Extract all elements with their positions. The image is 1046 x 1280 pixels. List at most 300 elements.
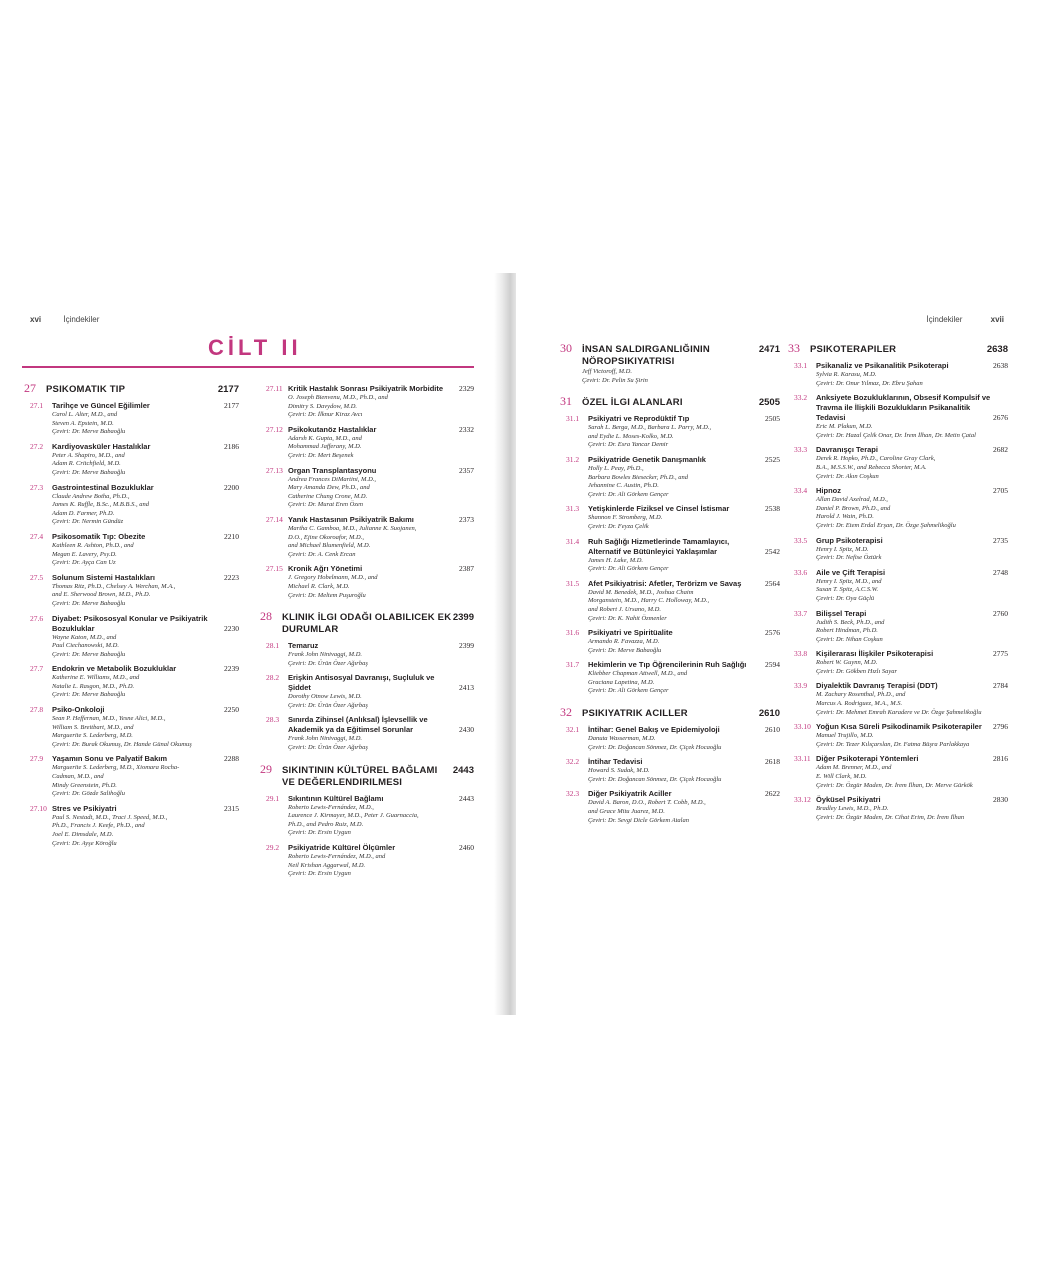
author-line: Catherine Chung Crone, M.D. [288, 492, 368, 500]
author-line: Derek R. Hopko, Ph.D., Caroline Gray Clark, [816, 455, 936, 463]
section-heading [288, 515, 474, 525]
author-line: Joel E. Dimsdale, M.D. [52, 831, 114, 838]
right-page [516, 273, 1026, 1015]
section-entry [24, 401, 239, 437]
section-title: Kardiyovasküler Hastalıklar [52, 441, 151, 451]
section-page: 2816 [993, 754, 1008, 764]
author-line: Marguerite S. Lederberg, M.D. [52, 732, 133, 740]
section-title: Ruh Sağlığı Hizmetlerinde Tamamlayıcı, Alternatif ve Bütünleyici Yaklaşımlar [588, 536, 730, 556]
section-title: Grup Psikoterapisi [816, 535, 883, 545]
author-line: Howard S. Sudak, M.D. [588, 767, 650, 775]
chapter-heading [560, 705, 780, 720]
section-body [816, 754, 1008, 790]
section-body [816, 681, 1008, 717]
section-heading [52, 754, 239, 764]
chapter-page: 2638 [986, 344, 1008, 355]
section-heading [52, 573, 239, 583]
section-body [288, 425, 474, 461]
running-head-title: İçindekiler [926, 315, 963, 324]
section-entry [788, 722, 1008, 749]
author-line: Henry I. Spitz, M.D., and [816, 577, 882, 585]
section-page: 2186 [224, 441, 239, 451]
section-body [816, 486, 1008, 530]
author-line: Thomas Ritz, Ph.D., Chelsey A. Werchan, M.A., [52, 582, 176, 590]
section-body [816, 536, 1008, 563]
author-line: Bradley Lewis, M.D., Ph.D. [816, 805, 889, 813]
translator-line: Çeviri: Dr. Mehmet Emrah Karadere ve Dr. Özge Şahmelikoğlu [816, 708, 982, 716]
section-entry [560, 504, 780, 531]
chapter-entry [24, 381, 239, 848]
section-heading [288, 715, 474, 735]
author-line: Neil Krishan Aggarwal, M.D. [288, 861, 366, 869]
section-heading [588, 504, 780, 514]
section-page: 2373 [459, 514, 474, 524]
chapter-page: 2443 [452, 764, 474, 776]
author-line: Marcus A. Rodriguez, M.A., M.S. [816, 700, 903, 708]
section-body [288, 466, 474, 510]
author-line: Peter A. Shapiro, M.D., and [52, 451, 125, 459]
translator-line: Çeviri: Dr. Ürün Özer Ağırbaş [288, 744, 368, 752]
translator-line: Çeviri: Dr. Nermin Gündüz [52, 518, 124, 526]
author-line: Adam M. Brenner, M.D., and [816, 764, 892, 772]
author-line: David A. Baron, D.O., Robert T. Cobb, M.D., [588, 799, 706, 807]
translator-line: Çeviri: Dr. Ali Görkem Gençer [588, 687, 669, 695]
volume-title: CİLT II [208, 335, 302, 360]
running-head-left [24, 315, 99, 324]
running-head-title: İçindekiler [63, 315, 100, 324]
translator-line: Çeviri: Dr. Ali Görkem Gençer [588, 565, 669, 573]
section-page: 2430 [459, 725, 474, 735]
author-line: Frank John Ninivaggi, M.D. [288, 735, 363, 743]
section-number: 32.2 [566, 757, 580, 767]
translator-line: Çeviri: Dr. Ersin Uygun [288, 870, 351, 878]
section-heading [588, 579, 780, 589]
toc-column [788, 341, 1008, 831]
section-title: Gastrointestinal Bozukluklar [52, 482, 154, 492]
section-entry [260, 466, 474, 510]
translator-line: Çeviri: Dr. Nefise Öztürk [816, 554, 882, 562]
section-entry [24, 754, 239, 798]
translator-line: Çeviri: Dr. Pelin Su Şirin [582, 376, 648, 384]
section-body [288, 843, 474, 879]
translator-line: Çeviri: Dr. Ersin Uygun [288, 829, 351, 837]
section-entry [24, 804, 239, 848]
section-entry [788, 681, 1008, 717]
author-line: Holly L. Peay, Ph.D., [588, 464, 644, 472]
section-heading [588, 725, 780, 735]
section-entry [260, 715, 474, 752]
author-line: and Eydie L. Moses-Kolko, M.D. [588, 432, 674, 440]
section-body [588, 504, 780, 531]
section-page: 2796 [993, 722, 1008, 732]
section-number: 31.3 [566, 504, 580, 514]
translator-line: Çeviri: Dr. Ayça Can Uz [52, 559, 116, 567]
section-body [816, 795, 1008, 822]
section-body [52, 804, 239, 848]
section-body [288, 794, 474, 838]
chapter-number: 27 [24, 381, 36, 395]
author-line: B.A., M.S.S.W., and Rebecca Shorter, M.A. [816, 463, 927, 471]
author-line: Marguerite S. Lederberg, M.D., Xiomara Rocha- [52, 764, 180, 772]
section-title: Kronik Ağrı Yönetimi [288, 564, 363, 574]
author-line: Henry I. Spitz, M.D. [816, 545, 869, 553]
section-entry [260, 515, 474, 559]
section-body [52, 532, 239, 568]
author-line: Andrea Frances DiMartini, M.D., [288, 475, 377, 483]
section-title: Diğer Psikiyatrik Aciller [588, 789, 672, 799]
chapter-page: 2610 [758, 708, 780, 720]
section-body [816, 649, 1008, 676]
author-line: Dorothy Otnow Lewis, M.D. [288, 693, 362, 701]
section-page: 2460 [459, 843, 474, 853]
section-number: 31.5 [566, 578, 580, 588]
section-page: 2538 [765, 504, 780, 514]
section-number: 27.11 [266, 384, 283, 393]
section-heading [52, 532, 239, 542]
translator-line: Çeviri: Dr. İlknur Kiraz Avcı [288, 411, 363, 419]
section-heading [588, 628, 780, 638]
author-line: Mary Amanda Dew, Ph.D., and [288, 484, 370, 492]
section-page: 2610 [765, 725, 780, 735]
section-number: 27.4 [30, 531, 44, 541]
section-heading [52, 804, 239, 814]
translator-line: Çeviri: Dr. Gökben Hızlı Sayar [816, 667, 898, 675]
section-entry [788, 486, 1008, 530]
translator-line: Çeviri: Dr. Sevgi Dicle Görkem Atalan [588, 816, 689, 824]
translator-line: Çeviri: Dr. Burak Okumuş, Dr. Hande Günal Okumuş [52, 740, 192, 748]
section-page: 2594 [765, 660, 780, 670]
running-head-right [926, 315, 1010, 324]
author-line: Jeff Victoroff, M.D. [582, 368, 633, 375]
section-body [52, 401, 239, 437]
section-entry [260, 641, 474, 668]
section-body [588, 660, 780, 696]
section-number: 27.5 [30, 572, 44, 582]
section-page: 2564 [765, 578, 780, 588]
translator-line: Çeviri: Dr. Oya Güçlü [816, 594, 875, 602]
translator-line: Çeviri: Dr. Onur Yılmaz, Dr. Ebru Şahan [816, 379, 923, 387]
section-entry [560, 579, 780, 623]
translator-line: Çeviri: Dr. Özgür Maden, Dr. İrem İlhan, Dr. Merve Gürkök [816, 781, 973, 789]
section-body [816, 393, 1008, 440]
section-heading [816, 754, 1008, 764]
section-page: 2735 [993, 535, 1008, 545]
chapter-title: PSIKOTERAPILER [810, 344, 897, 355]
section-entry [260, 673, 474, 710]
chapter-page: 2505 [758, 397, 780, 409]
section-entry [788, 754, 1008, 790]
translator-line: Çeviri: Dr. Merve Babaoğlu [52, 691, 126, 699]
section-entry [260, 425, 474, 461]
translator-line: Çeviri: Dr. Etem Erdal Erşan, Dr. Özge Şahmelikoğlu [816, 521, 956, 529]
section-heading [816, 609, 1008, 619]
section-entry [788, 795, 1008, 822]
section-title: Psikiyatri ve Spiritüalite [588, 628, 673, 638]
author-line: Katherine E. Williams, M.D., and [52, 674, 140, 682]
chapter-page: 2399 [452, 612, 474, 624]
section-number: 33.7 [794, 608, 808, 618]
section-page: 2239 [224, 664, 239, 674]
section-number: 27.3 [30, 482, 44, 492]
section-page: 2576 [765, 628, 780, 638]
author-line: Graciana Lapetina, M.D. [588, 678, 655, 686]
author-line: Megan E. Lavery, Psy.D. [52, 550, 117, 558]
translator-line: Çeviri: Dr. Merve Babaoğlu [588, 646, 662, 654]
section-entry [560, 660, 780, 696]
section-title: Psikokutanöz Hastalıklar [288, 424, 377, 434]
section-heading [816, 722, 1008, 732]
author-line: Adam D. Farmer, Ph.D. [52, 509, 115, 517]
section-number: 29.1 [266, 793, 280, 803]
translator-line: Çeviri: Dr. Nihan Coşkun [816, 635, 883, 643]
author-line: Sean P. Heffernan, M.D., Yesne Alici, M.D., [52, 715, 166, 723]
section-number: 31.2 [566, 454, 580, 464]
author-line: Armando R. Favazza, M.D. [588, 638, 660, 646]
section-page: 2413 [459, 683, 474, 693]
section-entry [788, 536, 1008, 563]
chapter-title: PSIKOMATIK TIP [46, 384, 126, 395]
section-page: 2622 [765, 789, 780, 799]
author-line: Shannon F. Stromberg, M.D. [588, 514, 663, 522]
section-number: 33.1 [794, 361, 808, 370]
section-entry [260, 564, 474, 600]
section-title: Yaşamın Sonu ve Palyatif Bakım [52, 754, 168, 764]
section-page: 2329 [459, 384, 474, 393]
section-heading [816, 445, 1008, 455]
toc-column [560, 341, 780, 834]
translator-line: Çeviri: Dr. Esra Yancar Demir [588, 441, 669, 449]
author-line: Daniel P. Brown, Ph.D., and [816, 504, 891, 512]
section-page: 2210 [224, 531, 239, 541]
section-number: 27.15 [266, 564, 283, 574]
section-heading [288, 384, 474, 394]
section-page: 2748 [993, 567, 1008, 577]
page-number: xvi [30, 315, 42, 324]
section-number: 33.3 [794, 445, 808, 455]
section-heading [52, 705, 239, 715]
author-line: James H. Lake, M.D. [588, 556, 644, 564]
section-number: 27.14 [266, 514, 283, 524]
chapter-entry [260, 762, 474, 879]
section-title: Psikanaliz ve Psikanalitik Psikoterapi [816, 361, 949, 370]
section-title: Diyalektik Davranış Terapisi (DDT) [816, 681, 938, 691]
chapter-heading [560, 341, 780, 368]
author-line: Adarsh K. Gupta, M.D., and [288, 434, 362, 442]
section-body [288, 715, 474, 752]
section-title: Hipnoz [816, 486, 841, 496]
section-number: 27.2 [30, 441, 44, 451]
section-body [588, 579, 780, 623]
chapter-number: 30 [560, 341, 572, 355]
author-line: Wayne Katon, M.D., and [52, 633, 117, 641]
chapter-entry [788, 341, 1008, 822]
author-line: Manuel Trujillo, M.D. [816, 732, 874, 740]
translator-line: Çeviri: Dr. Merve Babaoğlu [52, 428, 126, 436]
chapter-heading [788, 341, 1008, 356]
section-number: 27.7 [30, 664, 44, 674]
section-page: 2357 [459, 465, 474, 475]
author-line: David M. Benedek, M.D., Joshua Chaim [588, 588, 694, 596]
author-line: Danuta Wasserman, M.D. [588, 735, 656, 743]
author-line: Eric M. Plakun, M.D. [816, 423, 873, 431]
section-entry [560, 757, 780, 784]
section-entry [560, 725, 780, 752]
section-number: 31.1 [566, 414, 580, 424]
section-number: 32.1 [566, 725, 580, 735]
author-line: Claude Andrew Botha, Ph.D., [52, 492, 130, 500]
section-number: 33.5 [794, 535, 808, 545]
chapter-title: SIKINTININ KÜLTÜREL BAĞLAMI VE DEĞERLENDIRILMESI [282, 764, 438, 788]
section-heading [588, 537, 780, 557]
section-heading [52, 483, 239, 493]
chapter-title: ÖZEL İLGI ALANLARI [582, 397, 683, 409]
translator-line: Çeviri: Dr. Özgür Maden, Dr. Cihat Erim, Dr. İrem İlhan [816, 813, 965, 821]
section-title: Anksiyete Bozukluklarının, Obsesif Kompulsif ve Travma ile İlişkili Bozuklukların Psikanalitik Tedavisi [816, 393, 991, 423]
chapter-page: 2471 [758, 344, 780, 355]
section-body [816, 361, 1008, 388]
chapter-number: 29 [260, 761, 272, 776]
author-line: Martha C. Gamboa, M.D., Julianne K. Suojanen, [288, 524, 417, 532]
author-line: Steven A. Epstein, M.D. [52, 419, 114, 427]
section-heading [288, 641, 474, 651]
section-title: Kritik Hastalık Sonrası Psikiyatrik Morbidite [288, 384, 444, 393]
author-line: Sylvia R. Karasu, M.D. [816, 371, 877, 378]
section-number: 33.8 [794, 649, 808, 659]
chapter-number: 32 [560, 705, 572, 720]
section-body [816, 609, 1008, 645]
chapter-title: İNSAN SALDIRGANLIĞININ NÖROPSIKIYATRISI [582, 344, 710, 367]
translator-line: Çeviri: Dr. Akın Coşkun [816, 472, 879, 480]
translator-line: Çeviri: Dr. Mert Beşenek [288, 451, 354, 459]
section-number: 27.12 [266, 424, 283, 434]
chapter-entry [560, 705, 780, 825]
section-page: 2505 [765, 414, 780, 424]
author-line: M. Zachary Rosenthal, Ph.D., and [816, 691, 906, 699]
section-heading [288, 673, 474, 693]
section-title: Tarihçe ve Güncel Eğilimler [52, 401, 150, 410]
section-body [588, 757, 780, 784]
author-line: Roberto Lewis-Fernández, M.D., [288, 803, 374, 811]
section-body [52, 483, 239, 527]
section-title: Diğer Psikoterapi Yöntemleri [816, 754, 919, 764]
section-heading [588, 455, 780, 465]
section-heading [816, 393, 1008, 423]
translator-line: Çeviri: Dr. Doğancan Sönmez, Dr. Çiçek Hocaoğlu [588, 743, 722, 751]
section-entry [788, 361, 1008, 388]
section-body [288, 673, 474, 710]
section-heading [288, 843, 474, 853]
section-page: 2525 [765, 454, 780, 464]
section-entry [24, 483, 239, 527]
author-line: Carol L. Alter, M.D., and [52, 411, 118, 418]
section-number: 28.1 [266, 641, 280, 651]
section-page: 2177 [224, 401, 239, 410]
section-page: 2443 [459, 793, 474, 803]
translator-line: Çeviri: Dr. Murat Eren Özen [288, 501, 364, 509]
author-line: Susan T. Spitz, A.C.S.W. [816, 586, 879, 594]
section-number: 27.10 [30, 803, 47, 813]
author-line: Judith S. Beck, Ph.D., and [816, 618, 885, 626]
section-number: 27.8 [30, 705, 44, 715]
section-title: Psiko-Onkoloji [52, 705, 105, 715]
section-title: Organ Transplantasyonu [288, 465, 377, 475]
section-page: 2676 [993, 413, 1008, 423]
section-body [588, 725, 780, 752]
toc-column [24, 381, 239, 857]
section-page: 2618 [765, 757, 780, 767]
section-heading [816, 361, 1008, 371]
section-title: Hekimlerin ve Tıp Öğrencilerinin Ruh Sağlığı [588, 660, 747, 670]
author-line: Morganstein, M.D., Harry C. Holloway, M.D., [588, 597, 710, 605]
section-title: Aile ve Çift Terapisi [816, 567, 886, 577]
section-body [52, 664, 239, 700]
chapter-entry [560, 341, 780, 385]
section-number: 27.9 [30, 754, 44, 764]
section-heading [52, 614, 239, 634]
translator-line: Çeviri: Dr. Ayşe Köroğlu [52, 839, 117, 847]
section-page: 2288 [224, 754, 239, 764]
chapter-entry [560, 394, 780, 696]
translator-line: Çeviri: Dr. Ali Görkem Gençer [588, 490, 669, 498]
section-entry [788, 393, 1008, 440]
section-body [288, 384, 474, 420]
author-line: Barbara Bowles Biesecker, Ph.D., and [588, 473, 689, 481]
section-title: Sıkıntının Kültürel Bağlamı [288, 793, 384, 803]
section-number: 33.10 [794, 722, 811, 732]
section-heading [288, 425, 474, 435]
section-entry [788, 568, 1008, 604]
chapter-title: PSIKIYATRIK ACILLER [582, 708, 688, 720]
section-number: 28.3 [266, 715, 280, 725]
section-body [588, 628, 780, 655]
section-number: 33.11 [794, 754, 811, 764]
author-line: Michael R. Clark, M.D. [288, 582, 350, 590]
section-page: 2542 [765, 546, 780, 556]
section-entry [260, 843, 474, 879]
author-line: Paul Ciechanowski, M.D. [52, 642, 119, 650]
author-line: Robert Hindman, Ph.D. [816, 627, 878, 635]
translator-line: Çeviri: Dr. Tezer Kılıçarslan, Dr. Fatma Büşra Parlakkaya [816, 740, 970, 748]
section-title: Psikiyatride Kültürel Ölçümler [288, 843, 396, 853]
section-entry [260, 384, 474, 420]
section-page: 2223 [224, 572, 239, 582]
section-number: 32.3 [566, 789, 580, 799]
section-heading [816, 795, 1008, 805]
section-title: Kişilerarası İlişkiler Psikoterapisi [816, 649, 934, 659]
section-title: Afet Psikiyatrisi: Afetler, Terörizm ve Savaş [588, 578, 742, 588]
section-heading [588, 660, 780, 670]
author-line: Ph.D., and Pedro Ruiz, M.D. [288, 820, 364, 828]
section-entry [560, 414, 780, 450]
translator-line: Çeviri: Dr. Doğancan Sönmez, Dr. Çiçek Hocaoğlu [588, 775, 722, 783]
author-line: E. Will Clark, M.D. [816, 773, 867, 781]
left-page [10, 273, 494, 1015]
section-title: Erişkin Antisosyal Davranışı, Suçluluk ve Şiddet [288, 673, 435, 693]
section-title: Yetişkinlerde Fiziksel ve Cinsel İstismar [588, 504, 730, 514]
section-heading [52, 664, 239, 674]
section-heading [588, 757, 780, 767]
section-number: 31.4 [566, 536, 580, 546]
section-body [816, 445, 1008, 481]
section-page: 2705 [993, 486, 1008, 496]
author-line: Roberto Lewis-Fernández, M.D., and [288, 853, 386, 861]
section-entry [24, 664, 239, 700]
section-body [288, 564, 474, 600]
author-line: Mindy Greenstein, Ph.D. [52, 781, 117, 789]
section-title: Sınırda Zihinsel (Anlıksal) İşlevsellik ve Akademik ya da Eğitimsel Sorunlar [288, 715, 428, 735]
author-line: Laurence J. Kirmayer, M.D., Peter J. Guarnaccia, [288, 812, 419, 820]
author-line: Kathleen R. Ashton, Ph.D., and [52, 541, 134, 549]
